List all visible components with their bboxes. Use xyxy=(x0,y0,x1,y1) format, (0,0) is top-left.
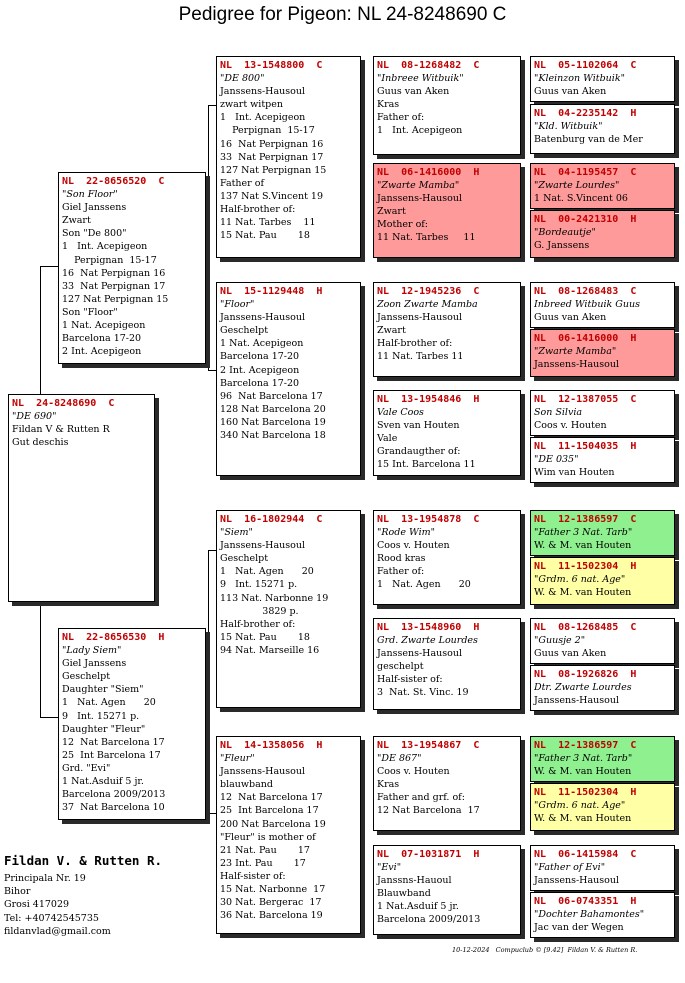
pigeon-name: "Dochter Bahamontes" xyxy=(534,909,645,921)
ring-number: NL 15-1129448 H xyxy=(220,286,323,297)
info-line: Daughter "Siem" xyxy=(62,684,144,696)
info-line: 12 Nat Barcelona 17 xyxy=(62,736,165,748)
info-line: Half-sister of: xyxy=(220,870,286,882)
ggp-card-3[interactable] xyxy=(530,163,675,209)
pigeon-name: "Fleur" xyxy=(220,753,255,765)
info-line: W. & M. van Houten xyxy=(534,587,632,599)
info-line: Barcelona 17-20 xyxy=(220,377,300,389)
info-line: Father of xyxy=(220,177,264,189)
info-line: 128 Nat Barcelona 20 xyxy=(220,403,326,415)
ggp-card-1[interactable] xyxy=(530,56,675,102)
dd-dam-card[interactable] xyxy=(373,845,521,935)
pigeon-name: "DE 035" xyxy=(534,454,579,466)
sire-card[interactable] xyxy=(58,172,206,364)
ggp-card-13[interactable] xyxy=(530,736,675,782)
info-line: 15 Nat. Narbonne 17 xyxy=(220,884,326,896)
info-line: 1 Nat. S.Vincent 06 xyxy=(534,193,628,205)
info-line: 15 Nat. Pau 18 xyxy=(220,631,310,643)
info-line: 15 Int. Barcelona 11 xyxy=(377,459,476,471)
info-line: 200 Nat Barcelona 19 xyxy=(220,818,326,830)
info-line: Janssens-Hausoul xyxy=(220,766,305,778)
info-line: Janssens-Hausoul xyxy=(377,312,462,324)
pigeon-name: "Father 3 Nat. Tarb" xyxy=(534,527,633,539)
info-line: 33 Nat Perpignan 17 xyxy=(220,151,324,163)
ggp-card-10[interactable] xyxy=(530,557,675,605)
ring-number: NL 22-8656520 C xyxy=(62,176,165,187)
info-line: 1 Nat. Acepigeon xyxy=(62,320,146,332)
info-line: 127 Nat Perpignan 15 xyxy=(62,293,169,305)
info-line: Grd. "Evi" xyxy=(62,762,111,774)
info-line: Geschelpt xyxy=(62,671,111,683)
info-line: Janssens-Hausoul xyxy=(377,193,462,205)
info-line: Barcelona 2009/2013 xyxy=(377,914,481,926)
pigeon-name: Son Silvia xyxy=(534,407,583,419)
ds-sire-card[interactable] xyxy=(373,510,521,605)
sd-dam-card[interactable] xyxy=(373,390,521,476)
pigeon-name: "Zwarte Mamba" xyxy=(377,180,460,192)
info-line: Son "Floor" xyxy=(62,306,118,318)
ring-number: NL 13-1954878 C xyxy=(377,514,480,525)
ring-number: NL 22-8656530 H xyxy=(62,632,165,643)
info-line: 2 Int. Acepigeon xyxy=(220,364,300,376)
ring-number: NL 13-1954867 C xyxy=(377,740,480,751)
info-line: Zwart xyxy=(377,206,406,218)
info-line: Janssens-Hausoul xyxy=(534,359,619,371)
info-line: Giel Janssens xyxy=(62,202,127,214)
footer-credit: 10-12-2024 Compuclub © [9.42] Fildan V. & Rutten R. xyxy=(452,946,638,954)
ring-number: NL 06-1416000 H xyxy=(377,167,480,178)
info-line: Half-brother of: xyxy=(220,618,296,630)
owner-name: Fildan V. & Rutten R. xyxy=(4,853,163,868)
ggp-card-9[interactable] xyxy=(530,510,675,556)
pigeon-name: "Father 3 Nat. Tarb" xyxy=(534,753,633,765)
ring-number: NL 13-1548960 H xyxy=(377,622,480,633)
info-line: W. & M. van Houten xyxy=(534,540,632,552)
info-line: 160 Nat Barcelona 19 xyxy=(220,416,326,428)
info-line: W. & M. van Houten xyxy=(534,766,632,778)
info-line: 1 Int. Acepigeon xyxy=(62,241,148,253)
pigeon-name: "Rode Wim" xyxy=(377,527,435,539)
info-line: Sven van Houten xyxy=(377,420,460,432)
info-line: Janssens-Hausoul xyxy=(377,648,462,660)
ggp-card-7[interactable] xyxy=(530,390,675,436)
info-line: 2 Int. Acepigeon xyxy=(62,346,142,358)
pigeon-name: "Siem" xyxy=(220,527,253,539)
info-line: 94 Nat. Marseille 16 xyxy=(220,644,320,656)
pigeon-name: "Son Floor" xyxy=(62,189,118,201)
info-line: 3829 p. xyxy=(220,605,299,617)
info-line: Perpignan 15-17 xyxy=(62,254,157,266)
info-line: 37 Nat Barcelona 10 xyxy=(62,802,165,814)
pigeon-name: "Grdm. 6 nat. Age" xyxy=(534,800,626,812)
pigeon-name: "Zwarte Mamba" xyxy=(534,346,617,358)
ring-number: NL 08-1268483 C xyxy=(534,286,637,297)
dam-dam-card[interactable] xyxy=(216,736,361,934)
ring-number: NL 12-1945236 C xyxy=(377,286,480,297)
info-line: W. & M. van Houten xyxy=(534,813,632,825)
info-line: Janssens-Hausoul xyxy=(220,86,305,98)
info-line: 25 Int Barcelona 17 xyxy=(220,805,319,817)
ggp-card-16[interactable] xyxy=(530,892,675,938)
info-line: 12 Nat Barcelona 17 xyxy=(220,792,323,804)
pigeon-name: "Bordeautje" xyxy=(534,227,596,239)
info-line: Jac van der Wegen xyxy=(534,922,624,934)
sire-sire-card[interactable] xyxy=(216,56,361,258)
info-line: Guus van Aken xyxy=(534,648,607,660)
ring-number: NL 13-1954846 H xyxy=(377,394,480,405)
pigeon-name: "Kleinzon Witbuik" xyxy=(534,73,625,85)
info-line: Janssns-Hauoul xyxy=(377,875,452,887)
ring-number: NL 06-1416000 H xyxy=(534,333,637,344)
info-line: geschelpt xyxy=(377,661,424,673)
info-line: 33 Nat Perpignan 17 xyxy=(62,280,166,292)
pigeon-name: "DE 690" xyxy=(12,411,57,423)
info-line: Janssens-Hausoul xyxy=(220,540,305,552)
page-title: Pedigree for Pigeon: NL 24-8248690 C xyxy=(178,4,507,25)
ring-number: NL 11-1502304 H xyxy=(534,561,637,572)
ring-number: NL 12-1386597 C xyxy=(534,514,637,525)
owner-line: Bihor xyxy=(4,886,31,898)
info-line: 21 Nat. Pau 17 xyxy=(220,844,310,856)
pigeon-name: Inbreed Witbuik Guus xyxy=(534,299,641,311)
info-line: Coos v. Houten xyxy=(534,420,607,432)
ring-number: NL 24-8248690 C xyxy=(12,398,115,409)
pigeon-name: "DE 800" xyxy=(220,73,265,85)
info-line: 127 Nat Perpignan 15 xyxy=(220,164,327,176)
info-line: Janssens-Hausoul xyxy=(534,695,619,707)
ggp-card-15[interactable] xyxy=(530,845,675,891)
info-line: Guus van Aken xyxy=(377,86,450,98)
dam-sire-card[interactable] xyxy=(216,510,361,708)
info-line: Giel Janssens xyxy=(62,658,127,670)
info-line: Guus van Aken xyxy=(534,86,607,98)
ring-number: NL 11-1502304 H xyxy=(534,787,637,798)
ring-number: NL 04-1195457 C xyxy=(534,167,637,178)
info-line: Barcelona 17-20 xyxy=(220,351,300,363)
owner-address xyxy=(4,853,162,938)
pigeon-name: "Evi" xyxy=(377,862,402,874)
info-line: 12 Nat Barcelona 17 xyxy=(377,805,480,817)
info-line: Batenburg van de Mer xyxy=(534,134,643,146)
subject-pigeon-card[interactable] xyxy=(8,394,155,602)
ggp-card-4[interactable] xyxy=(530,210,675,258)
ring-number: NL 16-1802944 C xyxy=(220,514,323,525)
info-line: Kras xyxy=(377,779,400,791)
info-line: 9 Int. 15271 p. xyxy=(220,579,298,591)
info-line: Wim van Houten xyxy=(534,467,615,479)
ring-number: NL 12-1387055 C xyxy=(534,394,637,405)
info-line: Rood kras xyxy=(377,553,426,565)
info-line: 36 Nat. Barcelona 19 xyxy=(220,910,323,922)
info-line: 1 Nat.Asduif 5 jr. xyxy=(377,901,459,913)
info-line: "Fleur" is mother of xyxy=(220,831,316,843)
info-line: Father of: xyxy=(377,566,425,578)
info-line: 1 Int. Acepigeon xyxy=(220,112,306,124)
ring-number: NL 14-1358056 H xyxy=(220,740,323,751)
info-line: Daughter "Fleur" xyxy=(62,723,146,735)
info-line: 1 Nat. Agen 20 xyxy=(377,579,471,591)
info-line: 23 Int. Pau 17 xyxy=(220,857,306,869)
ggp-card-14[interactable] xyxy=(530,783,675,831)
info-line: 9 Int. 15271 p. xyxy=(62,710,140,722)
ring-number: NL 13-1548800 C xyxy=(220,60,323,71)
info-line: Barcelona 17-20 xyxy=(62,333,142,345)
info-line: Kras xyxy=(377,99,400,111)
owner-email[interactable]: fildanvlad@gmail.com xyxy=(4,925,111,937)
info-line: 1 Int. Acepigeon xyxy=(377,125,463,137)
ggp-card-2[interactable] xyxy=(530,104,675,154)
info-line: Father of: xyxy=(377,112,425,124)
pigeon-name: Dtr. Zwarte Lourdes xyxy=(534,682,632,694)
info-line: Janssens-Hausoul xyxy=(220,312,305,324)
info-line: 16 Nat Perpignan 16 xyxy=(62,267,166,279)
ggp-card-5[interactable] xyxy=(530,282,675,328)
info-line: 15 Nat. Pau 18 xyxy=(220,230,310,242)
info-line: Geschelpt xyxy=(220,325,269,337)
pigeon-name: Grd. Zwarte Lourdes xyxy=(377,635,478,647)
info-line: Fildan V & Rutten R xyxy=(12,424,110,436)
pigeon-name: "Grdm. 6 nat. Age" xyxy=(534,574,626,586)
info-line: Zwart xyxy=(62,215,91,227)
info-line: Half-brother of: xyxy=(220,204,296,216)
ring-number: NL 06-0743351 H xyxy=(534,896,637,907)
pigeon-name: "Inbreee Witbuik" xyxy=(377,73,464,85)
sd-sire-card[interactable] xyxy=(373,282,521,377)
pigeon-name: Vale Coos xyxy=(377,407,424,419)
info-line: 340 Nat Barcelona 18 xyxy=(220,430,326,442)
info-line: Perpignan 15-17 xyxy=(220,125,315,137)
ds-dam-card[interactable] xyxy=(373,618,521,710)
info-line: Mother of: xyxy=(377,219,429,231)
info-line: 1 Nat. Agen 20 xyxy=(220,566,314,578)
pigeon-name: "Floor" xyxy=(220,299,255,311)
info-line: 96 Nat Barcelona 17 xyxy=(220,390,323,402)
info-line: 137 Nat S.Vincent 19 xyxy=(220,190,323,202)
info-line: Half-brother of: xyxy=(377,338,453,350)
info-line: Janssens-Hausoul xyxy=(534,875,619,887)
owner-line: Principala Nr. 19 xyxy=(4,873,86,884)
info-line: zwart witpen xyxy=(220,99,283,111)
info-line: 1 Nat.Asduif 5 jr. xyxy=(62,776,144,788)
ring-number: NL 00-2421310 H xyxy=(534,214,637,225)
info-line: Grandaugther of: xyxy=(377,446,461,458)
ggp-card-6[interactable] xyxy=(530,329,675,377)
pigeon-name: "Zwarte Lourdes" xyxy=(534,180,620,192)
pigeon-name: "Guusje 2" xyxy=(534,635,586,647)
owner-line: Grosi 417029 xyxy=(4,899,70,911)
info-line: 30 Nat. Bergerac 17 xyxy=(220,897,322,909)
info-line: Gut deschis xyxy=(12,437,69,449)
ring-number: NL 07-1031871 H xyxy=(377,849,480,860)
info-line: Father and grf. of: xyxy=(377,792,465,804)
info-line: 11 Nat. Tarbes 11 xyxy=(220,217,316,229)
pigeon-name: "Lady Siem" xyxy=(62,645,122,657)
ss-sire-card[interactable] xyxy=(373,56,521,155)
info-line: Vale xyxy=(377,433,398,445)
ss-dam-card[interactable] xyxy=(373,163,521,258)
info-line: Barcelona 2009/2013 xyxy=(62,789,166,801)
ring-number: NL 06-1415984 C xyxy=(534,849,637,860)
info-line: G. Janssens xyxy=(534,240,590,252)
info-line: Zwart xyxy=(377,325,406,337)
info-line: 1 Nat. Acepigeon xyxy=(220,338,304,350)
info-line: Guus van Aken xyxy=(534,312,607,324)
ggp-card-11[interactable] xyxy=(530,618,675,664)
ggp-card-12[interactable] xyxy=(530,665,675,711)
ring-number: NL 05-1102064 C xyxy=(534,60,637,71)
ring-number: NL 08-1268485 C xyxy=(534,622,637,633)
info-line: Geschelpt xyxy=(220,553,269,565)
ring-number: NL 08-1268482 C xyxy=(377,60,480,71)
info-line: 11 Nat. Tarbes 11 xyxy=(377,351,464,363)
info-line: Son "De 800" xyxy=(62,228,127,240)
ring-number: NL 08-1926826 H xyxy=(534,669,637,680)
dd-sire-card[interactable] xyxy=(373,736,521,831)
info-line: 113 Nat. Narbonne 19 xyxy=(220,592,329,604)
ring-number: NL 04-2235142 H xyxy=(534,108,637,119)
pigeon-name: "Father of Evi" xyxy=(534,862,606,874)
info-line: Coos v. Houten xyxy=(377,540,450,552)
pigeon-name: Zoon Zwarte Mamba xyxy=(377,299,478,311)
info-line: 3 Nat. St. Vinc. 19 xyxy=(377,687,469,699)
info-line: Coos v. Houten xyxy=(377,766,450,778)
owner-line: Tel: +40742545735 xyxy=(4,912,99,924)
info-line: Half-sister of: xyxy=(377,674,443,686)
ring-number: NL 11-1504035 H xyxy=(534,441,637,452)
info-line: 11 Nat. Tarbes 11 xyxy=(377,232,476,244)
dam-card[interactable] xyxy=(58,628,206,820)
pigeon-name: "Kld. Witbuik" xyxy=(534,121,603,133)
ggp-card-8[interactable] xyxy=(530,437,675,483)
info-line: Blauwband xyxy=(377,888,431,900)
info-line: 25 Int Barcelona 17 xyxy=(62,749,161,761)
info-line: 1 Nat. Agen 20 xyxy=(62,697,156,709)
pigeon-name: "DE 867" xyxy=(377,753,422,765)
info-line: blauwband xyxy=(220,779,273,791)
ring-number: NL 12-1386597 C xyxy=(534,740,637,751)
sire-dam-card[interactable] xyxy=(216,282,361,476)
info-line: 16 Nat Perpignan 16 xyxy=(220,138,324,150)
